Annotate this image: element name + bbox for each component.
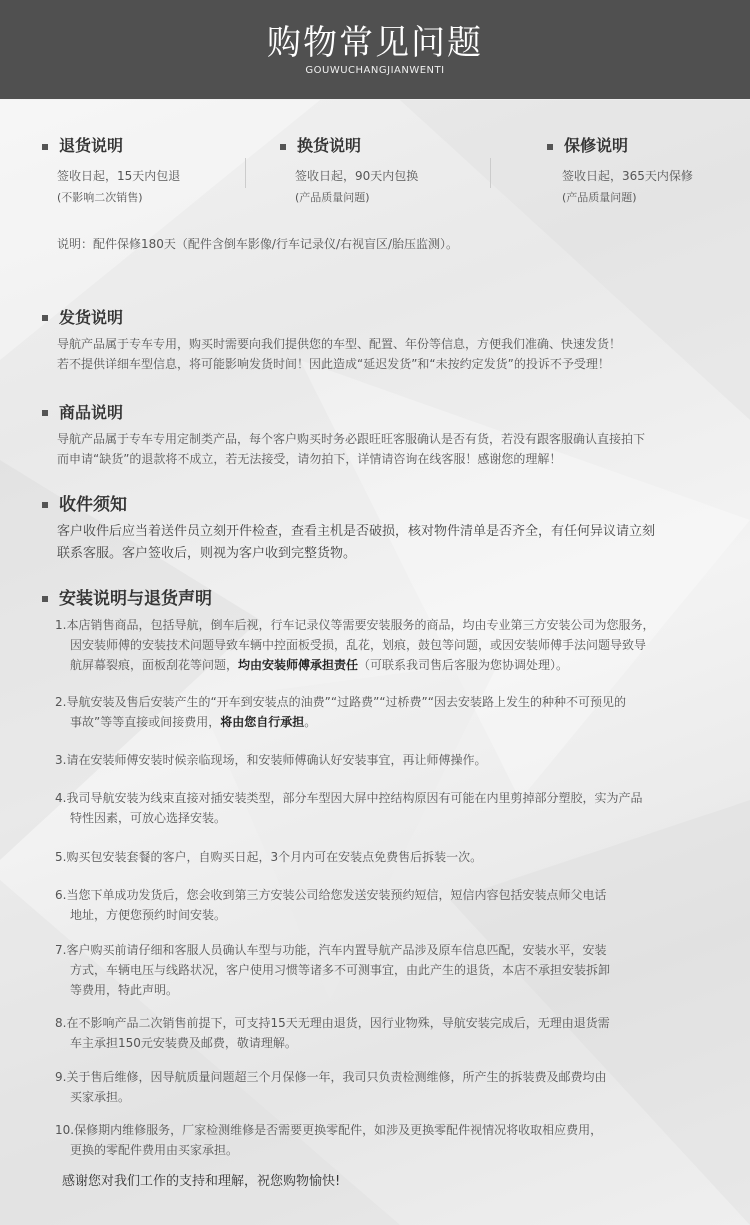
policy-title: 换货说明	[297, 136, 362, 155]
text-span: 。	[304, 715, 317, 729]
bullet-icon	[547, 144, 553, 150]
list-item	[55, 1120, 725, 1160]
section-text	[42, 521, 732, 565]
bullet-icon	[42, 315, 48, 321]
policy-note: (产品质量问题)	[295, 191, 370, 204]
bullet-icon	[280, 144, 286, 150]
return-policy	[42, 135, 242, 215]
text-line: 若不提供详细车型信息，将可能影响发货时间！因此造成“延迟发货”和“未按约定发货”的投诉不予受理！	[57, 357, 610, 371]
text-span: 航屏幕裂痕，面板刮花等问题，	[70, 658, 239, 672]
list-item	[55, 692, 725, 732]
page-title: 购物常见问题	[267, 23, 483, 63]
section-text	[42, 334, 732, 374]
text-line: 1.本店销售商品，包括导航，倒车后视，行车记录仪等需要安装服务的商品，均由专业第三方安装公司为您服务，	[55, 618, 655, 632]
page-subtitle: GOUWUCHANGJIANWENTI	[305, 65, 445, 76]
highlighted-text: 均由安装师傅承担责任	[238, 658, 359, 672]
text-span: （可联系我司售后客服为您协调处理）。	[358, 658, 569, 672]
text-line	[55, 655, 725, 675]
product-section	[42, 401, 732, 469]
policy-line: 签收日起，15天内包退	[57, 169, 181, 183]
text-line: 9.关于售后维修，因导航质量问题超三个月保修一年，我司只负责检测维修，所产生的拆装费及邮费均由	[55, 1070, 607, 1084]
text-line: 因安装师傅的安装技术问题导致车辆中控面板受损，乱花，划痕，鼓包等问题，或因安装师傅手法问题导致导	[70, 638, 647, 652]
receiving-section	[42, 493, 732, 565]
list-item	[55, 885, 725, 925]
text-line: 5.购买包安装套餐的客户，自购买日起，3个月内可在安装点免费售后拆装一次。	[55, 850, 483, 864]
text-line	[55, 712, 725, 732]
policy-note: (产品质量问题)	[562, 191, 637, 204]
policy-title: 退货说明	[59, 136, 124, 155]
exchange-policy	[280, 135, 480, 215]
text-line: 车主承担150元安装费及邮费，敬请理解。	[70, 1036, 297, 1050]
divider	[245, 158, 246, 188]
list-item	[55, 615, 725, 675]
highlighted-text: 将由您自行承担	[220, 715, 305, 729]
warranty-policy	[547, 135, 747, 215]
divider	[490, 158, 491, 188]
policy-line: 签收日起，90天内包换	[295, 169, 419, 183]
text-line: 联系客服。客户签收后，则视为客户收到完整货物。	[57, 546, 357, 561]
text-line: 7.客户购买前请仔细和客服人员确认车型与功能，汽车内置导航产品涉及原车信息匹配，安装水平，安装	[55, 943, 607, 957]
text-line: 特性因素，可放心选择安装。	[70, 811, 227, 825]
text-line: 客户收件后应当着送件员立刻开件检查，查看主机是否破损，核对物件清单是否齐全，有任何异议请立刻	[57, 524, 656, 539]
list-item	[55, 1067, 725, 1107]
section-title: 收件须知	[59, 495, 127, 515]
section-title: 商品说明	[59, 403, 124, 422]
accessory-warranty-note: 说明：配件保修180天（配件含倒车影像/行车记录仪/右视盲区/胎压监测）。	[57, 237, 459, 251]
text-span: 事故”等等直接或间接费用，	[70, 715, 221, 729]
text-line: 3.请在安装师傅安装时候亲临现场，和安装师傅确认好安装事宜，再让师傅操作。	[55, 753, 487, 767]
page-header	[0, 0, 750, 99]
text-line: 导航产品属于专车专用定制类产品，每个客户购买时务必跟旺旺客服确认是否有货，若没有跟客服确认直接拍下	[57, 432, 646, 446]
text-line: 而申请“缺货”的退款将不成立，若无法接受，请勿拍下，详情请咨询在线客服！感谢您的理解！	[57, 452, 562, 466]
text-line: 等费用，特此声明。	[70, 983, 179, 997]
section-title: 发货说明	[59, 308, 124, 327]
policy-title: 保修说明	[564, 136, 629, 155]
text-line: 4.我司导航安装为线束直接对插安装类型，部分车型因大屏中控结构原因有可能在内里剪掉部分塑胶，实为产品	[55, 791, 643, 805]
section-title: 安装说明与退货声明	[59, 589, 212, 609]
bullet-icon	[42, 502, 48, 508]
list-item	[55, 847, 725, 867]
bullet-icon	[42, 596, 48, 602]
list-item	[55, 750, 725, 770]
text-line: 8.在不影响产品二次销售前提下，可支持15天无理由退货，因行业物殊，导航安装完成后，无理由退货需	[55, 1016, 610, 1030]
text-line: 更换的零配件费用由买家承担。	[70, 1143, 239, 1157]
section-text	[42, 429, 732, 469]
thanks-message: 感谢您对我们工作的支持和理解，祝您购物愉快!	[62, 1174, 341, 1189]
text-line: 方式，车辆电压与线路状况，客户使用习惯等诸多不可测事宜，由此产生的退货，本店不承担安装拆卸	[70, 963, 611, 977]
install-section	[42, 587, 732, 611]
list-item	[55, 1013, 725, 1053]
text-line: 地址，方便您预约时间安装。	[70, 908, 227, 922]
text-line: 2.导航安装及售后安装产生的“开车到安装点的油费”“过路费”“过桥费”“因去安装路上发生的种种不可预见的	[55, 695, 626, 709]
policy-line: 签收日起，365天内保修	[562, 169, 693, 183]
text-line: 导航产品属于专车专用，购买时需要向我们提供您的车型、配置、年份等信息，方便我们准确、快速发货！	[57, 337, 622, 351]
text-line: 6.当您下单成功发货后，您会收到第三方安装公司给您发送安装预约短信，短信内容包括安装点师父电话	[55, 888, 607, 902]
bullet-icon	[42, 144, 48, 150]
text-line: 10.保修期内维修服务，厂家检测维修是否需要更换零配件，如涉及更换零配件视情况将收取相应费用，	[55, 1123, 603, 1137]
policy-note: (不影响二次销售)	[57, 191, 143, 204]
shipping-section	[42, 306, 732, 374]
bullet-icon	[42, 410, 48, 416]
list-item	[55, 788, 725, 828]
text-line: 买家承担。	[70, 1090, 131, 1104]
list-item	[55, 940, 725, 1000]
